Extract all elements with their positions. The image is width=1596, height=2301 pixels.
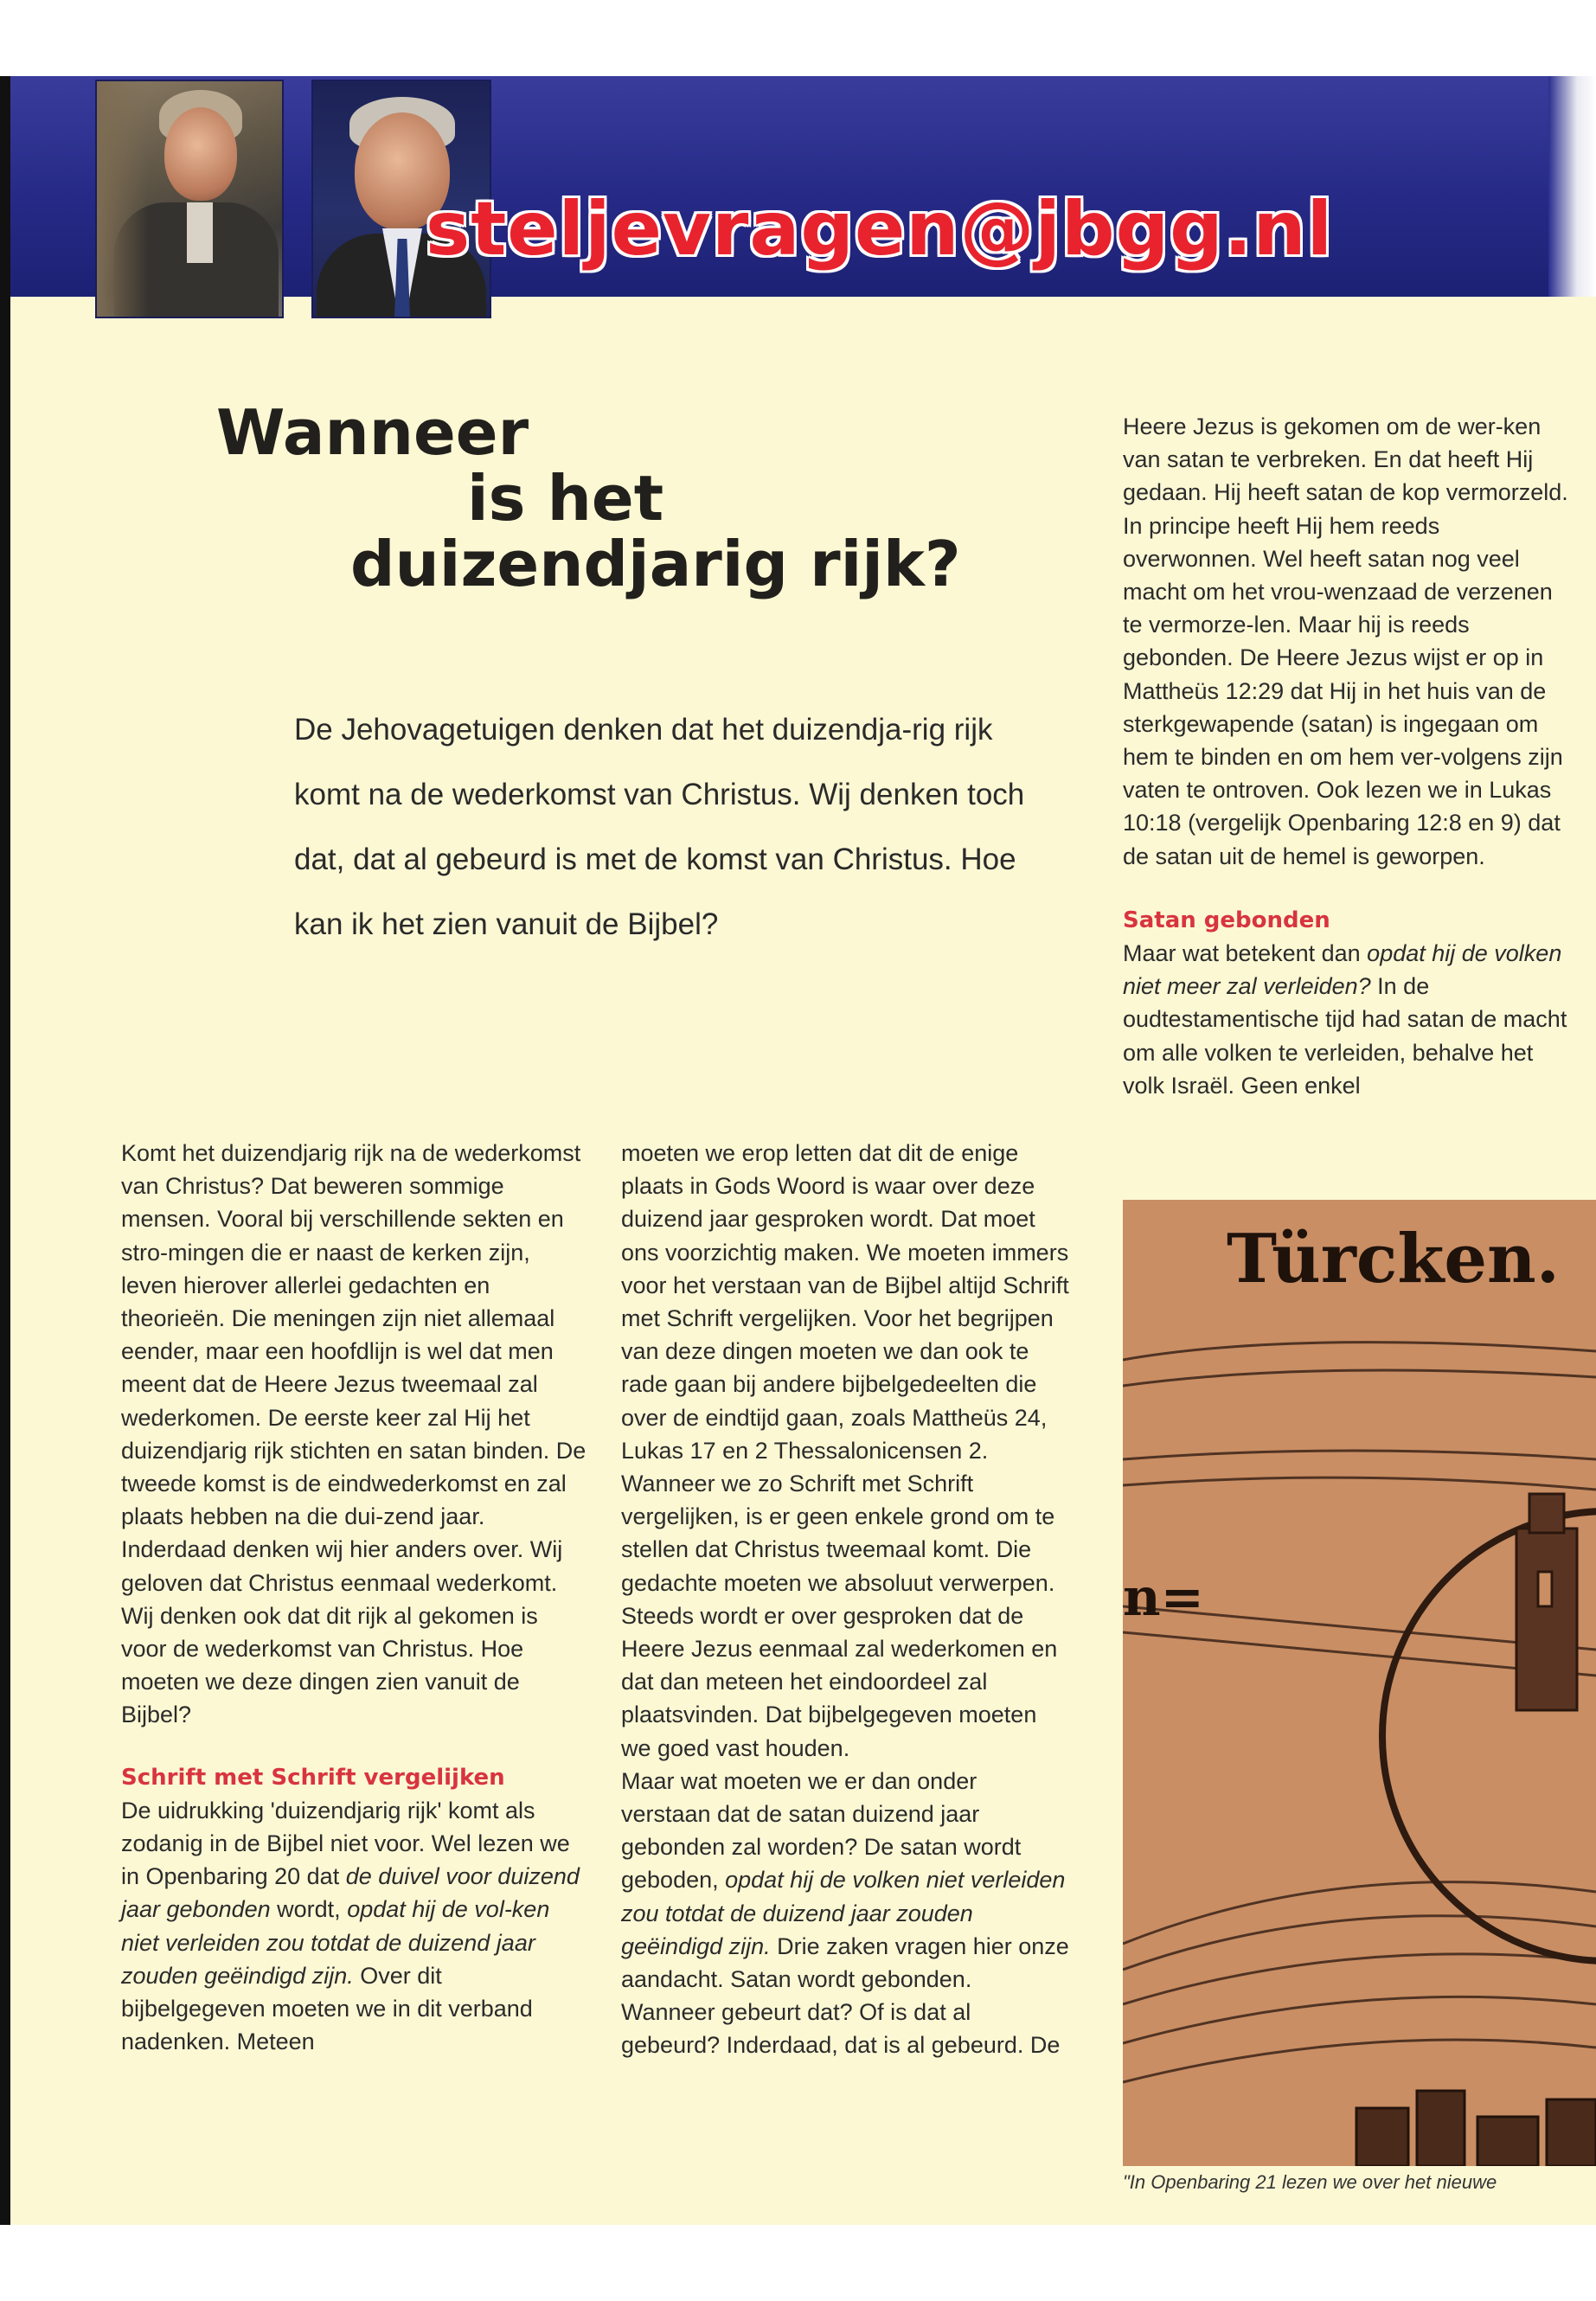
title-line: duizendjarig rijk?: [350, 528, 961, 600]
title-line: Wanneer: [216, 396, 529, 469]
subheading: Schrift met Schrift vergelijken: [121, 1764, 505, 1791]
speaker-photo: [95, 80, 284, 318]
woodcut-label: Türcken.: [1227, 1220, 1560, 1298]
woodcut-fragment: n=: [1123, 1567, 1204, 1628]
body-column-1: [121, 1137, 588, 2058]
title-line: is het: [467, 462, 664, 535]
paragraph: Maar wat moeten we er dan onder verstaan dat de satan duizend jaar gebonden zal worden? De satan wordt geboden, opdat hij de volken niet verleiden zou totdat de duizend jaar zouden geëindigd zijn. Drie zaken vragen hier onze aandacht. Satan wordt gebonden. Wanneer gebeurt dat? Of is dat al gebeurd? Inderdaad, dat is al gebeurd. De: [621, 1767, 1069, 2059]
body-column-3: [1123, 410, 1573, 1102]
paragraph: De uidrukking 'duizendjarig rijk' komt als zodanig in de Bijbel niet voor. Wel lezen we in Openbaring 20 dat de duivel voor duizend jaar gebonden wordt, opdat hij de vol-ken niet verleiden zou totdat de duizend jaar zouden geëindigd zijn. Over dit bijbelgegeven moeten we in dit verband nadenken. Meteen: [121, 1797, 580, 2055]
page-edge: [0, 76, 10, 2225]
image-caption: "In Openbaring 21 lezen we over het nieuwe: [1123, 2171, 1497, 2193]
paragraph: moeten we erop letten dat dit de enige plaats in Gods Woord is waar over deze duizend jaar gesproken wordt. Dat moet ons voorzichtig maken. We moeten immers voor het verstaan van de Bijbel altijd Schrift met Schrift vergelijken. Voor het begrijpen van deze dingen moeten we dan ook te rade gaan bij andere bijbelgedeelten die over de eindtijd gaan, zoals Mattheüs 24, Lukas 17 en 2 Thessalonicensen 2.: [621, 1140, 1069, 1464]
page-bottom-margin: [0, 2225, 1596, 2301]
paragraph: Heere Jezus is gekomen om de wer-ken van satan te verbreken. En dat heeft Hij gedaan. Hij heeft satan de kop vermorzeld. In principe heeft Hij hem reeds overwonnen. Wel heeft satan nog veel macht om het vrou-wenzaad de verzenen te vermorze-len. Maar hij is reeds gebonden. De Heere Jezus wijst er op in Mattheüs 12:29 dat Hij in het huis van de sterkgewapende (satan) is ingegaan om hem te binden en om hem ver-volgens zijn vaten te ontroven. Ook lezen we in Lukas 10:18 (vergelijk Openbaring 12:8 en 9) dat de satan uit de hemel is geworpen.: [1123, 413, 1568, 869]
banner-edge: [1548, 76, 1596, 297]
paragraph: Komt het duizendjarig rijk na de wederkomst van Christus? Dat beweren sommige mensen. Vooral bij verschillende sekten en stro-mingen die er naast de kerken zijn, leven hierover allerlei gedachten en theorieën. Die meningen zijn niet allemaal eender, maar een hoofdlijn is wel dat men meent dat de Heere Jezus tweemaal zal wederkomen. De eerste keer zal Hij het duizendjarig rijk stichten en satan binden. De tweede komst is de eindwederkomst en zal plaats hebben na die dui-zend jaar. Inderdaad denken wij hier anders over. Wij geloven dat Christus eenmaal wederkomt. Wij denken ook dat dit rijk al gekomen is voor de wederkomst van Christus. Hoe moeten we deze dingen zien vanuit de Bijbel?: [121, 1140, 586, 1728]
subheading: Satan gebonden: [1123, 907, 1330, 933]
body-column-2: [621, 1137, 1071, 2062]
article-title: [216, 396, 1029, 600]
paragraph: Wanneer we zo Schrift met Schrift vergelijken, is er geen enkele grond om te stellen dat Christus tweemaal komt. Die gedachte moeten we absoluut verwerpen. Steeds wordt er over gesproken dat de Heere Jezus eenmaal zal wederkomen en dat dan meteen het eindoordeel zal plaatsvinden. Dat bijbelgegeven moeten we goed vast houden.: [621, 1471, 1058, 1761]
header-email: steljevragen@jbgg.nl: [426, 186, 1334, 272]
woodcut-illustration: [1123, 1200, 1596, 2166]
intro-question: De Jehovagetuigen denken dat het duizendja-rig rijk komt na de wederkomst van Christus. Wij denken toch dat, dat al gebeurd is met de komst van Christus. Hoe kan ik het zien vanuit de Bijbel?: [294, 713, 1025, 941]
paragraph: Maar wat betekent dan opdat hij de volken niet meer zal verleiden? In de oudtestamentische tijd had satan de macht om alle volken te verleiden, behalve het volk Israël. Geen enkel: [1123, 940, 1567, 1099]
